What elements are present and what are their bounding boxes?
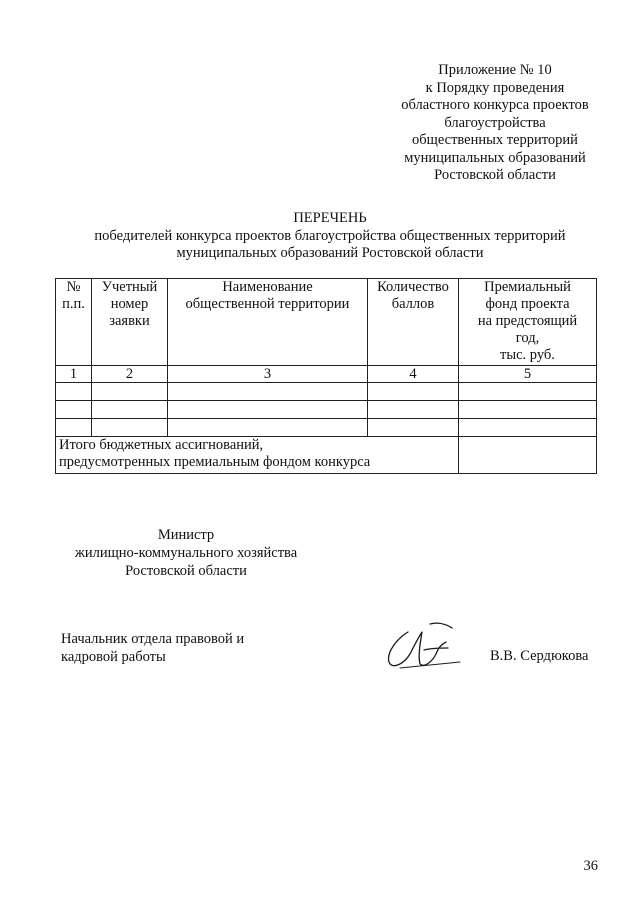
table-cell: [459, 383, 597, 401]
table-cell: [459, 419, 597, 437]
table-row: [56, 401, 597, 419]
signoff-position: [61, 630, 321, 666]
column-number-cell: 4: [368, 366, 459, 383]
table-cell: [56, 419, 92, 437]
table-cell: [56, 401, 92, 419]
document-subtitle-line: муниципальных образований Ростовской области: [176, 245, 484, 261]
document-heading: [40, 210, 620, 263]
header-cell-application-number: Учетный номер заявки: [92, 279, 168, 366]
signoff-position-line: кадровой работы: [61, 649, 166, 665]
table-cell: [56, 383, 92, 401]
header-cell-prize-fund: Премиальный фонд проекта на предстоящий год, тыс. руб.: [459, 279, 597, 366]
minister-block: [60, 526, 312, 580]
signature-image: [380, 618, 470, 674]
header-cell-number: № п.п.: [56, 279, 92, 366]
appendix-line: Ростовской области: [434, 167, 556, 183]
minister-region: Ростовской области: [125, 563, 247, 579]
appendix-line: к Порядку проведения: [425, 79, 565, 96]
signoff-position-line: Начальник отдела правовой и: [61, 631, 245, 647]
table-cell: [168, 419, 368, 437]
page-number: 36: [583, 858, 598, 874]
appendix-line: общественных территорий: [412, 132, 578, 148]
header-cell-territory-name: Наименование общественной территории: [168, 279, 368, 366]
table-cell: [92, 401, 168, 419]
table-row: [56, 383, 597, 401]
column-number-cell: 3: [168, 366, 368, 383]
appendix-line: Приложение № 10: [438, 62, 552, 78]
table-cell: [368, 383, 459, 401]
table-cell: [168, 383, 368, 401]
table-cell: [92, 419, 168, 437]
table-cell: [459, 401, 597, 419]
table-header-row: [56, 279, 597, 366]
header-cell-points: Количество баллов: [368, 279, 459, 366]
table-cell: [92, 383, 168, 401]
table-cell: [368, 419, 459, 437]
minister-ministry: жилищно-коммунального хозяйства: [74, 545, 298, 561]
column-number-cell: 1: [56, 366, 92, 383]
document-subtitle-line: победителей конкурса проектов благоустройства общественных территорий: [94, 227, 566, 244]
document-title: ПЕРЕЧЕНЬ: [293, 210, 367, 226]
appendix-line: благоустройства: [444, 114, 546, 131]
appendix-line: областного конкурса проектов: [401, 97, 589, 113]
table-cell: [168, 401, 368, 419]
column-number-cell: 2: [92, 366, 168, 383]
signer-name: В.В. Сердюкова: [490, 648, 589, 664]
table-cell: [368, 401, 459, 419]
column-number-cell: 5: [459, 366, 597, 383]
appendix-block: [380, 62, 610, 185]
column-number-row: [56, 366, 597, 383]
appendix-line: муниципальных образований: [404, 149, 586, 166]
winners-table: [55, 278, 597, 474]
total-label-cell: Итого бюджетных ассигнований, предусмотренных премиальным фондом конкурса: [56, 437, 459, 474]
table-total-row: [56, 437, 597, 474]
total-value-cell: [459, 437, 597, 474]
minister-title: Министр: [157, 527, 215, 543]
table-row: [56, 419, 597, 437]
